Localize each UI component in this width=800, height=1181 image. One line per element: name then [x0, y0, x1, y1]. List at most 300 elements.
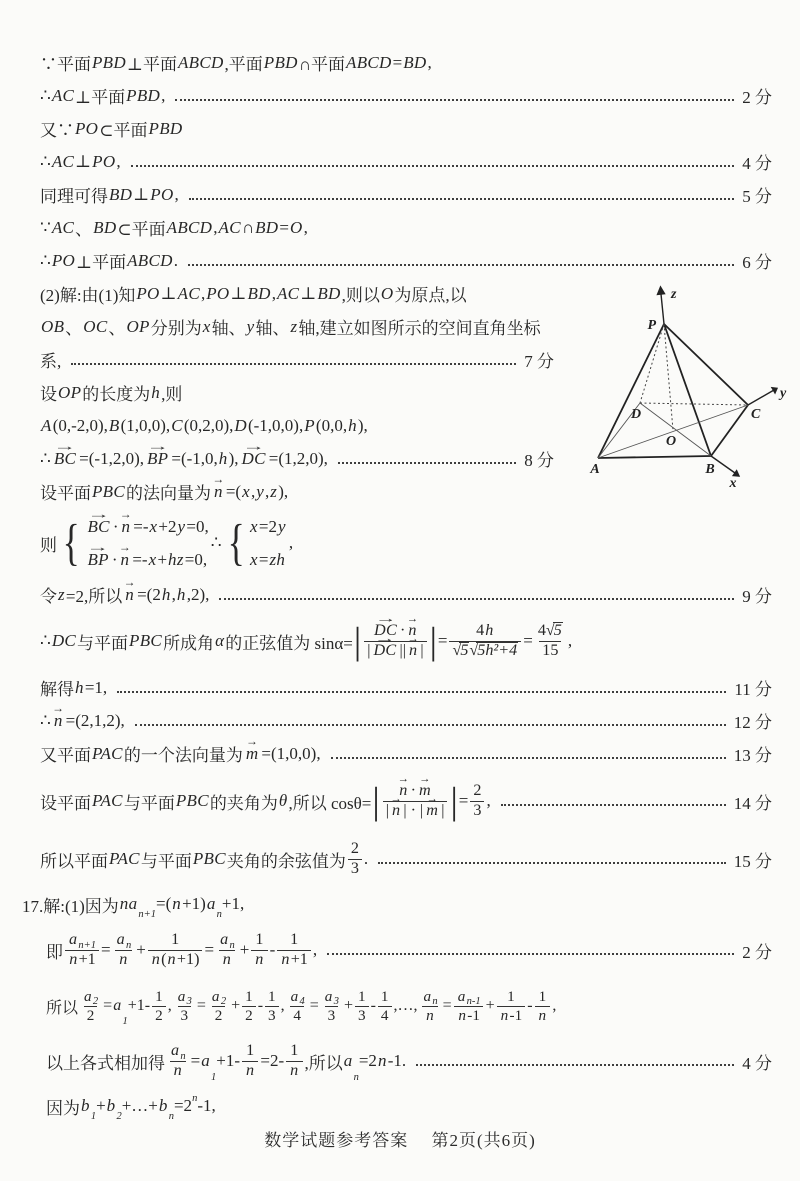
- text-run: 4: [293, 1006, 301, 1024]
- denominator: [152, 1006, 166, 1024]
- solution-line: [40, 376, 554, 409]
- text-run: n: [168, 1110, 174, 1122]
- solution-line: [40, 508, 772, 578]
- denominator: [470, 801, 484, 821]
- text-run: 3: [268, 1006, 276, 1024]
- pyramid-coordinate-figure: [586, 281, 798, 493]
- denominator: [497, 1006, 526, 1024]
- denominator: [277, 950, 311, 970]
- math-term: n: [151, 950, 161, 968]
- text-run: =2,所以: [65, 587, 123, 606]
- line-content: [40, 675, 107, 700]
- text-run: =(: [225, 481, 242, 501]
- score-label: 15 分: [733, 851, 772, 871]
- figure-label-A: A: [590, 462, 600, 477]
- line-content: [40, 741, 321, 766]
- text-run: ||: [399, 641, 406, 659]
- line-content: [40, 582, 209, 607]
- text-run: 1: [246, 1041, 255, 1059]
- text-run: 1: [380, 988, 389, 1006]
- text-run: (0,-2,0),: [52, 415, 108, 435]
- vector-term: → BP: [146, 449, 169, 469]
- math-term: n: [255, 950, 264, 968]
- text-run: +1): [176, 950, 200, 968]
- math-term: O: [289, 217, 303, 237]
- math-term: PO: [150, 184, 174, 204]
- text-run: ,: [567, 631, 573, 650]
- text-run: =2: [358, 1051, 377, 1070]
- math-term: BD: [255, 217, 279, 237]
- numerator: [536, 988, 550, 1005]
- figure-label-D: D: [630, 407, 642, 422]
- numerator: [242, 988, 256, 1005]
- score-label: 4 分: [742, 154, 772, 173]
- numerator: [167, 1042, 189, 1061]
- text-run: √: [452, 641, 462, 659]
- solution-line: [40, 704, 772, 737]
- text-run: 解得: [40, 680, 74, 699]
- line-content: [40, 152, 121, 172]
- text-run: 轴,建立如图所示的空间直角坐标: [298, 319, 541, 338]
- denominator: [286, 1061, 302, 1081]
- text-run: ,2),: [186, 584, 210, 604]
- math-term: n: [173, 1061, 182, 1079]
- line-content: [40, 517, 293, 570]
- math-term: n: [458, 1006, 467, 1024]
- vector-term: → n: [120, 517, 131, 537]
- math-term: PO: [51, 250, 76, 270]
- denominator: [539, 641, 561, 661]
- text-run: 与平面: [140, 851, 192, 871]
- math-term: PBC: [175, 791, 209, 810]
- text-run: 夹角的余弦值为: [226, 851, 346, 871]
- text-run: 2: [214, 1006, 223, 1024]
- text-run: 2: [86, 1006, 95, 1024]
- math-term: n: [290, 1061, 299, 1079]
- text-run: 1: [122, 1015, 128, 1027]
- fraction: [535, 622, 566, 660]
- score-label: 4 分: [742, 1053, 772, 1073]
- denominator: [265, 1006, 279, 1024]
- dotted-leader: [327, 945, 734, 956]
- math-term: PO: [136, 283, 160, 303]
- dotted-leader: [189, 189, 734, 200]
- math-term: BD: [247, 283, 271, 303]
- text-run: =(1,0,0),: [261, 743, 321, 763]
- solution-line: [40, 211, 772, 244]
- line-content: [46, 1041, 407, 1084]
- solution-line: [40, 277, 554, 310]
- text-run: 即: [46, 942, 63, 962]
- text-run: |: [420, 641, 424, 659]
- math-term: OC: [83, 316, 108, 336]
- line-content: [40, 840, 368, 878]
- fraction: [378, 988, 392, 1024]
- math-term: n: [69, 950, 78, 968]
- numerator: [216, 931, 238, 950]
- dotted-leader: [131, 156, 735, 167]
- math-term: a: [211, 988, 220, 1006]
- math-term: OP: [126, 316, 150, 336]
- figure-label-C: C: [751, 407, 761, 422]
- fraction: [174, 988, 195, 1024]
- text-run: ⊥: [300, 283, 317, 303]
- score-label: 2 分: [742, 88, 772, 107]
- math-term: PAC: [92, 791, 123, 810]
- text-run: =(-1,0,: [171, 448, 218, 468]
- vector-term: → n: [408, 642, 418, 661]
- math-term: z: [270, 481, 278, 501]
- text-run: =(2,1,2),: [65, 710, 125, 730]
- line-content: [40, 711, 125, 731]
- text-run: 与平面: [77, 633, 129, 653]
- text-run: ,: [280, 997, 285, 1014]
- text-run: ,: [171, 584, 176, 604]
- vector-term: → BP: [86, 550, 109, 570]
- math-term: a: [69, 930, 78, 948]
- text-run: 所以: [46, 999, 79, 1017]
- math-term: h: [161, 584, 171, 604]
- denominator: [364, 641, 426, 661]
- text-run: 2: [350, 839, 359, 857]
- text-run: +: [157, 549, 168, 569]
- vector-term: → DC: [372, 642, 397, 661]
- fraction: [497, 988, 526, 1024]
- math-term: O: [380, 283, 394, 303]
- solution-line: [40, 112, 772, 145]
- math-term: BD: [403, 52, 427, 72]
- text-run: -: [527, 997, 533, 1014]
- text-run: 4: [299, 996, 305, 1008]
- text-run: ∩: [241, 217, 255, 237]
- text-run: ∴: [40, 151, 51, 171]
- score-label: 9 分: [742, 587, 772, 606]
- solution-line: [40, 832, 772, 886]
- text-run: |: [367, 641, 371, 659]
- math-term: AC: [51, 151, 75, 171]
- vector-term: → n: [120, 550, 131, 570]
- score-label: 7 分: [524, 352, 554, 371]
- text-run: ,: [213, 217, 218, 237]
- text-run: |: [441, 801, 445, 819]
- dotted-leader: [135, 715, 726, 726]
- text-run: ⊥: [75, 151, 92, 171]
- text-run: -: [269, 940, 276, 959]
- math-term: z: [290, 316, 298, 336]
- text-run: ,…,: [393, 997, 418, 1014]
- text-run: 3: [357, 1006, 366, 1024]
- numerator: [152, 988, 166, 1005]
- math-term: θ: [278, 791, 288, 810]
- fraction: [286, 1042, 302, 1080]
- fraction: [152, 988, 166, 1024]
- text-run: ,: [303, 217, 308, 237]
- text-run: 5: [553, 622, 562, 640]
- line-content: [40, 83, 165, 108]
- text-run: =: [458, 791, 469, 810]
- math-term: AC: [51, 217, 75, 237]
- fraction: [65, 931, 99, 969]
- vector-term: → BC: [86, 517, 110, 537]
- text-run: 1: [538, 988, 547, 1006]
- figure-label-x-axis: x: [729, 476, 737, 491]
- fraction: [208, 988, 229, 1024]
- numerator: [355, 988, 369, 1005]
- math-term: b: [158, 1096, 168, 1115]
- text-run: =2: [173, 1096, 193, 1115]
- text-run: n+1: [138, 908, 156, 920]
- text-run: 1: [90, 1110, 97, 1122]
- fraction: [420, 988, 441, 1024]
- text-run: 所成角: [163, 633, 215, 653]
- text-run: ⊥平面: [76, 253, 127, 272]
- math-term: AC: [177, 283, 200, 303]
- text-run: =: [190, 1051, 201, 1070]
- solution-line: [40, 244, 772, 277]
- math-term: x: [202, 316, 211, 336]
- text-run: ,: [427, 52, 432, 72]
- text-run: ∴: [40, 448, 51, 468]
- numerator: [287, 931, 301, 950]
- text-run: -1.: [387, 1051, 407, 1070]
- solution-line: [40, 671, 772, 704]
- line-content: [40, 314, 541, 339]
- dotted-leader: [331, 748, 726, 759]
- math-term: n: [377, 1051, 387, 1070]
- math-term: ABCD: [166, 217, 213, 237]
- math-term: PO: [206, 283, 230, 303]
- math-term: h: [485, 621, 494, 639]
- text-run: (2)解:由(1)知: [40, 286, 136, 305]
- text-run: 2: [245, 1006, 253, 1024]
- text-run: ∴: [40, 250, 51, 270]
- numerator: [473, 622, 497, 641]
- text-run: =: [103, 997, 113, 1014]
- text-run: +: [239, 940, 250, 959]
- text-run: =: [258, 549, 269, 569]
- text-run: 15: [542, 641, 559, 659]
- math-term: n: [538, 1006, 547, 1024]
- text-run: ,: [167, 997, 172, 1014]
- text-run: 4√: [537, 621, 555, 639]
- text-run: ,: [250, 481, 256, 501]
- text-run: +: [485, 997, 495, 1014]
- math-term: DC: [51, 631, 77, 650]
- text-run: ∴: [210, 533, 222, 552]
- line-content: [22, 892, 245, 920]
- math-term: A: [41, 415, 52, 435]
- math-term: n: [500, 1006, 509, 1024]
- text-run: | · |: [403, 801, 424, 819]
- math-term: h: [75, 677, 84, 697]
- math-term: PBC: [192, 849, 226, 868]
- line-content: [40, 347, 61, 372]
- numerator: [287, 988, 308, 1008]
- text-run: ),: [278, 481, 289, 501]
- text-run: 的正弦值为 sinα=: [225, 633, 353, 653]
- solution-line: [40, 770, 772, 832]
- math-term: PBD: [126, 85, 161, 105]
- numerator: [470, 782, 484, 801]
- figure-label-O: O: [665, 434, 677, 449]
- math-term: a: [177, 988, 186, 1006]
- solution-line: [22, 886, 772, 922]
- fraction: [449, 622, 521, 660]
- text-run: (: [161, 950, 167, 968]
- text-run: n+1: [78, 940, 96, 952]
- solution-line: [46, 1034, 772, 1088]
- text-run: ⊥: [160, 283, 177, 303]
- text-run: =(1,2,0),: [268, 448, 328, 468]
- text-run: 1: [245, 988, 253, 1006]
- numerator: [113, 931, 135, 950]
- math-term: zh: [269, 549, 286, 569]
- math-term: AC: [218, 217, 241, 237]
- solution-line: [40, 343, 554, 376]
- text-run: ⊥平面: [126, 55, 177, 74]
- math-term: BD: [109, 184, 133, 204]
- text-run: =-: [133, 516, 149, 536]
- math-term: PBD: [92, 52, 126, 72]
- text-run: 设平面: [40, 484, 91, 503]
- text-run: ∴: [40, 85, 51, 105]
- math-term: y: [256, 481, 265, 501]
- math-term: x: [148, 549, 157, 569]
- denominator: [535, 1006, 551, 1024]
- text-run: n: [216, 908, 222, 920]
- text-run: =(-1,2,0),: [79, 448, 144, 468]
- solution-line: [40, 79, 772, 112]
- text-run: ,: [271, 283, 276, 303]
- solution-line: [40, 409, 554, 442]
- math-term: BD: [93, 217, 117, 237]
- text-run: 分别为: [150, 319, 202, 338]
- math-term: y: [277, 516, 286, 536]
- line-content: [40, 479, 288, 504]
- equation-system: { → BC · → n =- x +2 y =0, → BP · → n =- x + hz =0,: [59, 517, 209, 570]
- fraction: [355, 988, 369, 1024]
- numerator: [378, 988, 392, 1005]
- fraction: [348, 840, 362, 878]
- score-label: 5 分: [742, 187, 772, 206]
- solution-line: [40, 46, 772, 79]
- text-run: +1: [290, 950, 308, 968]
- score-label: 12 分: [733, 713, 772, 732]
- numerator: [174, 988, 195, 1008]
- text-run: n-1: [466, 996, 481, 1008]
- text-run: ·: [111, 549, 118, 569]
- denominator: [378, 1006, 392, 1024]
- system-row: [84, 517, 208, 537]
- text-run: 所以平面: [40, 851, 108, 871]
- math-term: x: [250, 549, 258, 569]
- text-run: .: [363, 849, 369, 868]
- text-run: ·: [410, 781, 416, 799]
- text-run: 轴、: [255, 319, 290, 338]
- math-term: PBC: [129, 631, 163, 650]
- math-term: n: [167, 950, 176, 968]
- math-term: a: [84, 988, 92, 1006]
- line-content: [40, 215, 308, 240]
- text-run: (-1,0,0),: [247, 415, 304, 435]
- vector-term: → m: [418, 782, 432, 801]
- solution-line: [40, 578, 772, 611]
- dotted-leader: [117, 682, 726, 693]
- text-run: ,所以: [304, 1053, 343, 1073]
- fraction: [364, 622, 426, 660]
- math-term: a: [324, 988, 333, 1006]
- math-term: a: [457, 988, 466, 1006]
- math-term: n: [246, 1061, 255, 1079]
- dotted-leader: [71, 354, 516, 365]
- denominator: [355, 1006, 369, 1024]
- math-term: a: [343, 1051, 353, 1070]
- text-run: 、: [108, 319, 126, 338]
- math-term: C: [171, 415, 183, 435]
- math-term: ABCD: [127, 250, 173, 270]
- text-run: 轴、: [211, 319, 246, 338]
- line-content: [40, 248, 178, 273]
- text-run: 2: [473, 781, 482, 799]
- math-term: a: [206, 894, 216, 913]
- math-term: n: [119, 950, 128, 968]
- fraction: [216, 931, 238, 969]
- text-run: ∵: [40, 217, 51, 237]
- solution-line: [46, 978, 772, 1034]
- text-run: =: [523, 631, 533, 650]
- math-term: a: [423, 988, 432, 1006]
- text-run: =: [442, 997, 452, 1014]
- system-row: [249, 550, 287, 570]
- text-run: 1: [211, 1072, 217, 1084]
- math-term: D: [234, 415, 247, 435]
- text-run: 以上各式相加得: [46, 1053, 165, 1073]
- text-run: +: [343, 997, 353, 1014]
- dotted-leader: [175, 90, 734, 101]
- line-content: [46, 1092, 216, 1122]
- text-run: +1-: [216, 1051, 241, 1070]
- math-term: P: [304, 415, 315, 435]
- text-run: =: [204, 940, 215, 959]
- text-run: ⊂平面: [117, 220, 166, 239]
- text-run: n: [125, 940, 132, 952]
- solution-line: [40, 310, 554, 343]
- text-run: -: [257, 997, 264, 1014]
- line-content: [40, 416, 368, 436]
- fraction: [251, 931, 267, 969]
- text-run: ⊂平面: [99, 121, 148, 140]
- math-term: b: [106, 1096, 116, 1115]
- line-content: [40, 281, 467, 306]
- numerator: [265, 988, 279, 1005]
- text-run: 2: [155, 1006, 163, 1024]
- denominator: [251, 950, 267, 970]
- text-run: ·: [400, 621, 406, 639]
- text-run: ·: [112, 516, 119, 536]
- math-term: na: [119, 894, 138, 913]
- score-label: 11 分: [734, 680, 772, 699]
- text-run: 3: [473, 801, 482, 819]
- math-term: α: [215, 631, 225, 650]
- text-run: ∴: [40, 710, 51, 730]
- text-run: =: [392, 52, 403, 72]
- text-run: ⊥: [230, 283, 247, 303]
- text-run: 1: [268, 988, 276, 1006]
- text-run: ,: [265, 481, 270, 501]
- math-term: PAC: [92, 743, 123, 763]
- denominator: [148, 950, 203, 970]
- solution-line: [46, 1088, 772, 1124]
